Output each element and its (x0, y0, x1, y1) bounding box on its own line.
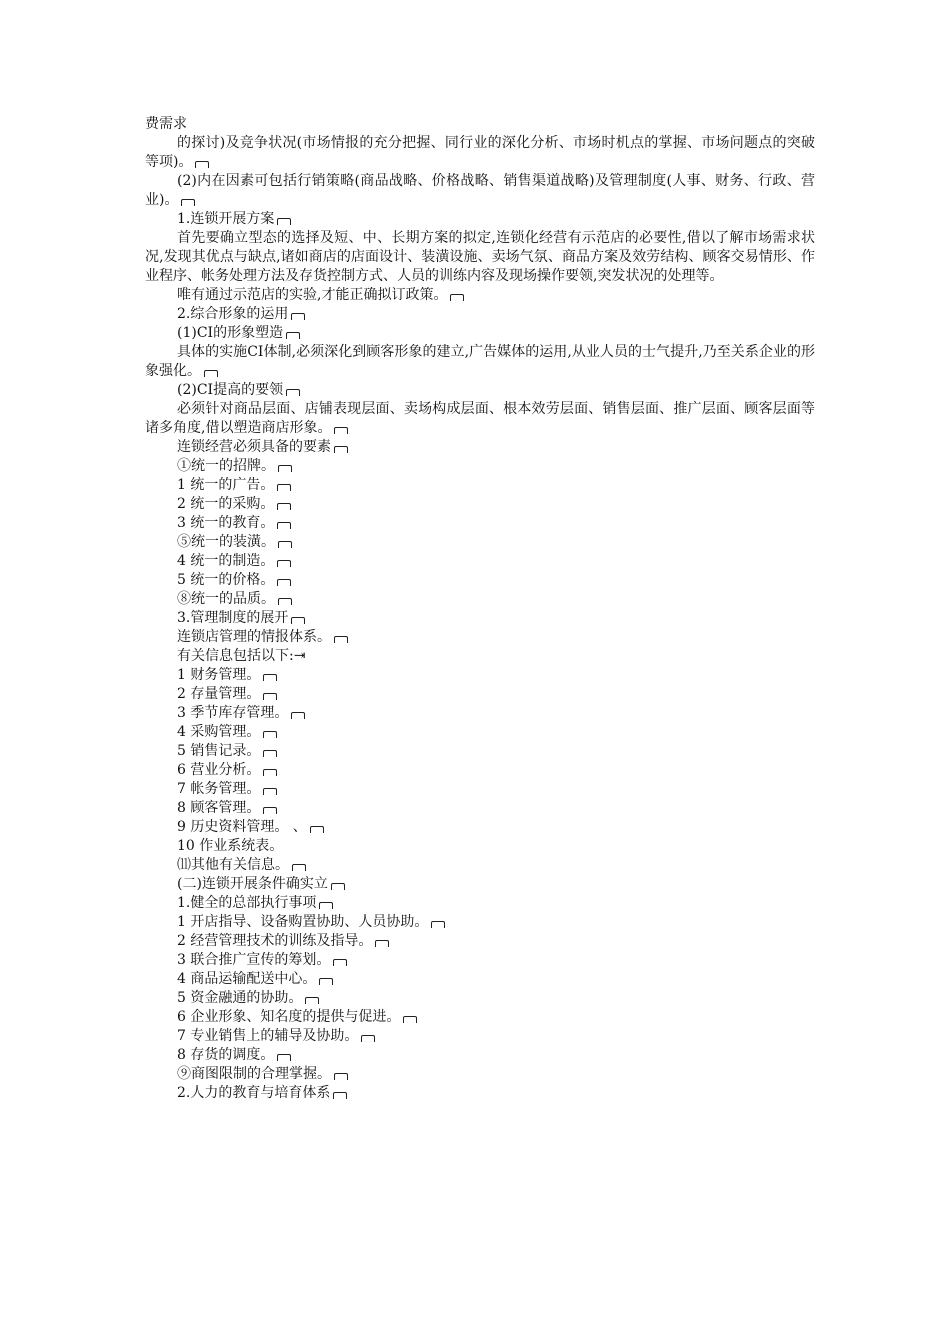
paragraph-line (145, 875, 815, 894)
paragraph-text: 连锁经营必须具备的要素 (177, 439, 331, 455)
paragraph-mark-icon (331, 883, 345, 890)
paragraph-text: 6 营业分析。 (177, 762, 261, 778)
paragraph-mark-icon (277, 484, 291, 491)
paragraph-text: 3 联合推广宣传的筹划。 (177, 952, 331, 968)
paragraph-line (145, 856, 815, 875)
paragraph-line (145, 1027, 815, 1046)
paragraph-mark-icon (277, 1054, 291, 1061)
paragraph-mark-icon (277, 503, 291, 510)
paragraph-line (145, 229, 815, 286)
paragraph-line (145, 913, 815, 932)
paragraph-text: 8 顾客管理。 (177, 800, 261, 816)
paragraph-line (145, 609, 815, 628)
paragraph-line (145, 134, 815, 172)
paragraph-text: 2.人力的教育与培育体系 (177, 1085, 331, 1101)
paragraph-text: 2 经营管理技术的训练及指导。 (177, 933, 373, 949)
paragraph-mark-icon (450, 294, 464, 301)
paragraph-mark-icon (263, 731, 277, 738)
paragraph-mark-icon (277, 218, 291, 225)
paragraph-mark-icon (263, 807, 277, 814)
paragraph-mark-icon (334, 1073, 348, 1080)
paragraph-mark-icon (278, 541, 292, 548)
paragraph-line (145, 172, 815, 210)
paragraph-line (145, 1065, 815, 1084)
paragraph-text: 唯有通过示范店的实验,才能正确拟订政策。 (177, 287, 448, 303)
paragraph-text: 有关信息包括以下:⇥ (177, 648, 306, 664)
paragraph-text: 必须针对商品层面、店铺表现层面、卖场构成层面、根本效劳层面、销售层面、推广层面、顾客层面等诸多角度,借以塑造商店形象。 (145, 401, 815, 436)
paragraph-text: 5 资金融通的协助。 (177, 990, 303, 1006)
paragraph-mark-icon (291, 617, 305, 624)
paragraph-mark-icon (204, 370, 218, 377)
document-body (145, 115, 815, 1103)
paragraph-line (145, 533, 815, 552)
paragraph-mark-icon (334, 446, 348, 453)
paragraph-mark-icon (333, 959, 347, 966)
paragraph-line (145, 666, 815, 685)
paragraph-text: 1 开店指导、设备购置协助、人员协助。 (177, 914, 429, 930)
paragraph-text: 1.连锁开展方案 (177, 211, 275, 227)
paragraph-line (145, 286, 815, 305)
paragraph-mark-icon (334, 427, 348, 434)
paragraph-text: 的探讨)及竞争状况(市场情报的充分把握、同行业的深化分析、市场时机点的掌握、市场问题点的突破等项)。 (145, 135, 815, 170)
paragraph-line (145, 571, 815, 590)
paragraph-line (145, 894, 815, 913)
paragraph-text: 5 统一的价格。 (177, 572, 275, 588)
paragraph-line (145, 970, 815, 989)
paragraph-text: 5 销售记录。 (177, 743, 261, 759)
paragraph-mark-icon (334, 636, 348, 643)
paragraph-line (145, 837, 815, 856)
paragraph-text: ⑾其他有关信息。 (177, 857, 289, 873)
paragraph-line (145, 381, 815, 400)
paragraph-line (145, 305, 815, 324)
paragraph-line (145, 799, 815, 818)
paragraph-text: 6 企业形象、知名度的提供与促进。 (177, 1009, 401, 1025)
paragraph-line (145, 324, 815, 343)
paragraph-mark-icon (305, 997, 319, 1004)
paragraph-mark-icon (431, 921, 445, 928)
paragraph-text: 4 商品运输配送中心。 (177, 971, 317, 987)
paragraph-text: 2 统一的采购。 (177, 496, 275, 512)
paragraph-text: 10 作业系统表。 (177, 838, 284, 854)
paragraph-text: ⑤统一的装潢。 (177, 534, 275, 550)
paragraph-mark-icon (278, 598, 292, 605)
paragraph-mark-icon (319, 978, 333, 985)
paragraph-text: 8 存货的调度。 (177, 1047, 275, 1063)
paragraph-mark-icon (291, 313, 305, 320)
paragraph-mark-icon (181, 199, 195, 206)
paragraph-text: 首先要确立型态的选择及短、中、长期方案的拟定,连锁化经营有示范店的必要性,借以了解市场需求状况,发现其优点与缺点,诸如商店的店面设计、装潢设施、卖场气氛、商品方案及效劳结构、顾客交易情形、作业程序、帐务处理方法及存货控制方式、人员的训练内容及现场操作要领,突发状况的处理等。 (145, 230, 815, 284)
paragraph-line (145, 400, 815, 438)
paragraph-text: 3 统一的教育。 (177, 515, 275, 531)
paragraph-line (145, 1046, 815, 1065)
paragraph-text: 2 存量管理。 (177, 686, 261, 702)
paragraph-mark-icon (277, 579, 291, 586)
paragraph-text: (2)内在因素可包括行销策略(商品战略、价格战略、销售渠道战略)及管理制度(人事、财务、行政、营业)。 (145, 173, 815, 208)
paragraph-text: ⑧统一的品质。 (177, 591, 275, 607)
paragraph-text: 具体的实施CI体制,必须深化到顾客形象的建立,广告媒体的运用,从业人员的士气提升,乃至关系企业的形象强化。 (145, 344, 815, 379)
paragraph-mark-icon (361, 1035, 375, 1042)
paragraph-line (145, 989, 815, 1008)
paragraph-line (145, 210, 815, 229)
paragraph-line (145, 723, 815, 742)
paragraph-mark-icon (263, 693, 277, 700)
paragraph-text: (二)连锁开展条件确实立 (177, 876, 328, 892)
paragraph-mark-icon (291, 712, 305, 719)
paragraph-line (145, 761, 815, 780)
paragraph-line (145, 495, 815, 514)
paragraph-text: 9 历史资料管理。 、 (177, 819, 307, 835)
paragraph-line (145, 590, 815, 609)
paragraph-line (145, 343, 815, 381)
paragraph-mark-icon (278, 465, 292, 472)
paragraph-text: (1)CI的形象塑造 (177, 325, 284, 341)
paragraph-line (145, 1084, 815, 1103)
paragraph-text: 3.管理制度的展开 (177, 610, 289, 626)
paragraph-mark-icon (333, 1092, 347, 1099)
paragraph-text: ⑨商图限制的合理掌握。 (177, 1066, 331, 1082)
paragraph-text: (2)CI提高的要领 (177, 382, 284, 398)
paragraph-text: 连锁店管理的情报体系。 (177, 629, 331, 645)
paragraph-mark-icon (310, 826, 324, 833)
paragraph-mark-icon (375, 940, 389, 947)
paragraph-mark-icon (277, 560, 291, 567)
paragraph-line (145, 818, 815, 837)
paragraph-line (145, 476, 815, 495)
paragraph-line (145, 685, 815, 704)
paragraph-mark-icon (292, 864, 306, 871)
paragraph-line (145, 780, 815, 799)
paragraph-line (145, 514, 815, 533)
paragraph-text: 7 帐务管理。 (177, 781, 261, 797)
paragraph-line (145, 628, 815, 647)
paragraph-text: ①统一的招牌。 (177, 458, 275, 474)
paragraph-text: 2.综合形象的运用 (177, 306, 289, 322)
paragraph-mark-icon (403, 1016, 417, 1023)
paragraph-line (145, 951, 815, 970)
paragraph-line (145, 115, 815, 134)
paragraph-text: 费需求 (145, 116, 187, 132)
paragraph-mark-icon (263, 769, 277, 776)
paragraph-text: 3 季节库存管理。 (177, 705, 289, 721)
paragraph-line (145, 647, 815, 666)
paragraph-text: 1.健全的总部执行事项 (177, 895, 317, 911)
paragraph-text: 1 财务管理。 (177, 667, 261, 683)
paragraph-line (145, 457, 815, 476)
paragraph-mark-icon (195, 161, 209, 168)
paragraph-line (145, 438, 815, 457)
paragraph-line (145, 1008, 815, 1027)
paragraph-line (145, 552, 815, 571)
paragraph-mark-icon (286, 389, 300, 396)
paragraph-mark-icon (263, 674, 277, 681)
paragraph-line (145, 704, 815, 723)
paragraph-line (145, 932, 815, 951)
paragraph-mark-icon (319, 902, 333, 909)
paragraph-mark-icon (277, 522, 291, 529)
paragraph-mark-icon (286, 332, 300, 339)
paragraph-mark-icon (263, 788, 277, 795)
paragraph-mark-icon (263, 750, 277, 757)
paragraph-text: 4 采购管理。 (177, 724, 261, 740)
paragraph-line (145, 742, 815, 761)
paragraph-text: 4 统一的制造。 (177, 553, 275, 569)
paragraph-text: 1 统一的广告。 (177, 477, 275, 493)
paragraph-text: 7 专业销售上的辅导及协助。 (177, 1028, 359, 1044)
